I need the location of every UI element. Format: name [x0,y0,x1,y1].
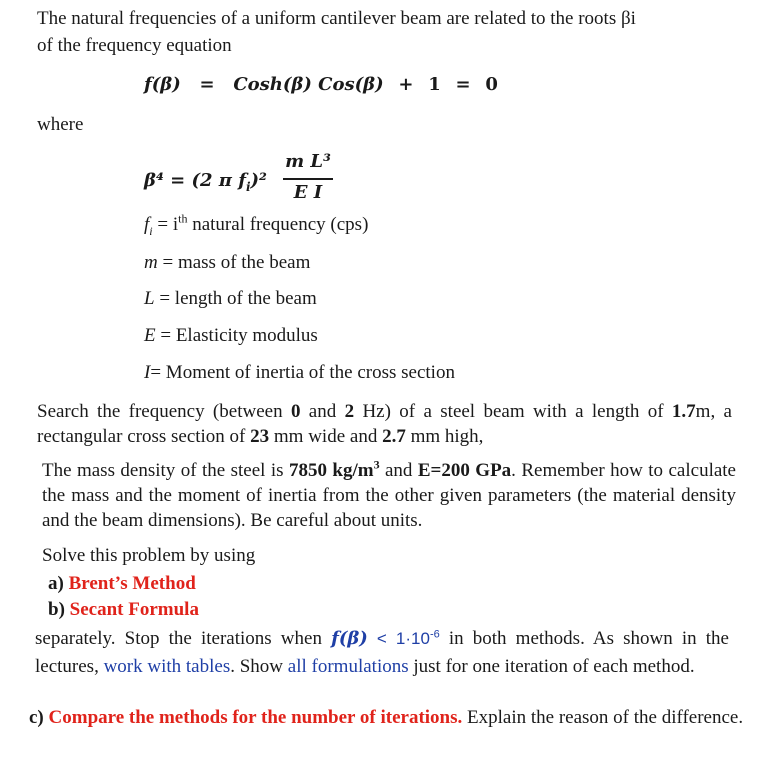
beta-numerator: m L³ [285,151,331,172]
method-a-label: a) [48,573,64,594]
definition-m: m = mass of the beam [144,252,311,273]
compare-label: c) [29,707,44,728]
where-label: where [37,114,84,135]
equation-equals-2: = [455,74,471,95]
beta-equation-close: )² [250,170,267,191]
fraction-bar [283,178,333,180]
beta-equation-lhs: β⁴ = (2 π f [144,170,246,191]
equation-one: 1 [428,74,441,95]
method-b-label: b) [48,599,65,620]
definition-fi: $f_i = i^{th}$ natural frequency (cps) [144,211,369,238]
method-b [48,599,199,621]
density-paragraph: The mass density of the steel is 7850 $kg/m^3$ and E=200 GPa. Remember how to calculate the mass and the moment of inertia from the other given parameters (the material density and the beam dimensions). Be careful about units. [42,457,736,531]
beta-equation [144,170,267,192]
stop-paragraph: separately. Stop the iterations when $f(\beta) < 1\cdot 10^{-6}$ in both methods. As shown in the lectures, work with tables. Show all formulations just for one iteration of each method. [35,628,729,677]
definition-L: L = length of the beam [144,288,317,309]
method-a [48,573,196,595]
compare-highlight: Compare the methods for the number of iterations. [48,707,463,728]
stop-condition: < $1\cdot 10^{-6}$ [367,628,440,648]
equation-equals: = [199,74,215,95]
search-paragraph: Search the frequency (between 0 and 2 Hz) of a steel beam with a length of 1.7m, a rectangular cross section of 23 mm wide and 2.7 mm high, [37,401,732,447]
compare-paragraph: c) Compare the methods for the number of iterations. Explain the reason of the difference. [29,707,744,728]
tables-link-text: work with tables [103,655,231,677]
definition-I: I= Moment of inertia of the cross section [144,362,455,383]
intro-line-1: The natural frequencies of a uniform cantilever beam are related to the roots βi [37,8,636,29]
beta-equation-sub: i [245,179,251,194]
method-a-text: Brent’s Method [68,573,196,594]
intro-line-2: of the frequency equation [37,35,232,56]
equation-zero: 0 [485,74,498,95]
frequency-equation [144,74,498,96]
equation-rhs: Cosh(β) Cos(β) [233,74,384,95]
stop-condition-f: f(β) [331,628,368,649]
formulations-text: all formulations [287,655,409,677]
method-b-text: Secant Formula [69,599,199,620]
solve-intro: Solve this problem by using [42,545,256,566]
beta-denominator: E I [293,182,323,203]
equation-lhs: f(β) [144,74,181,95]
equation-plus: + [398,74,414,95]
definition-E: E = Elasticity modulus [144,325,318,346]
